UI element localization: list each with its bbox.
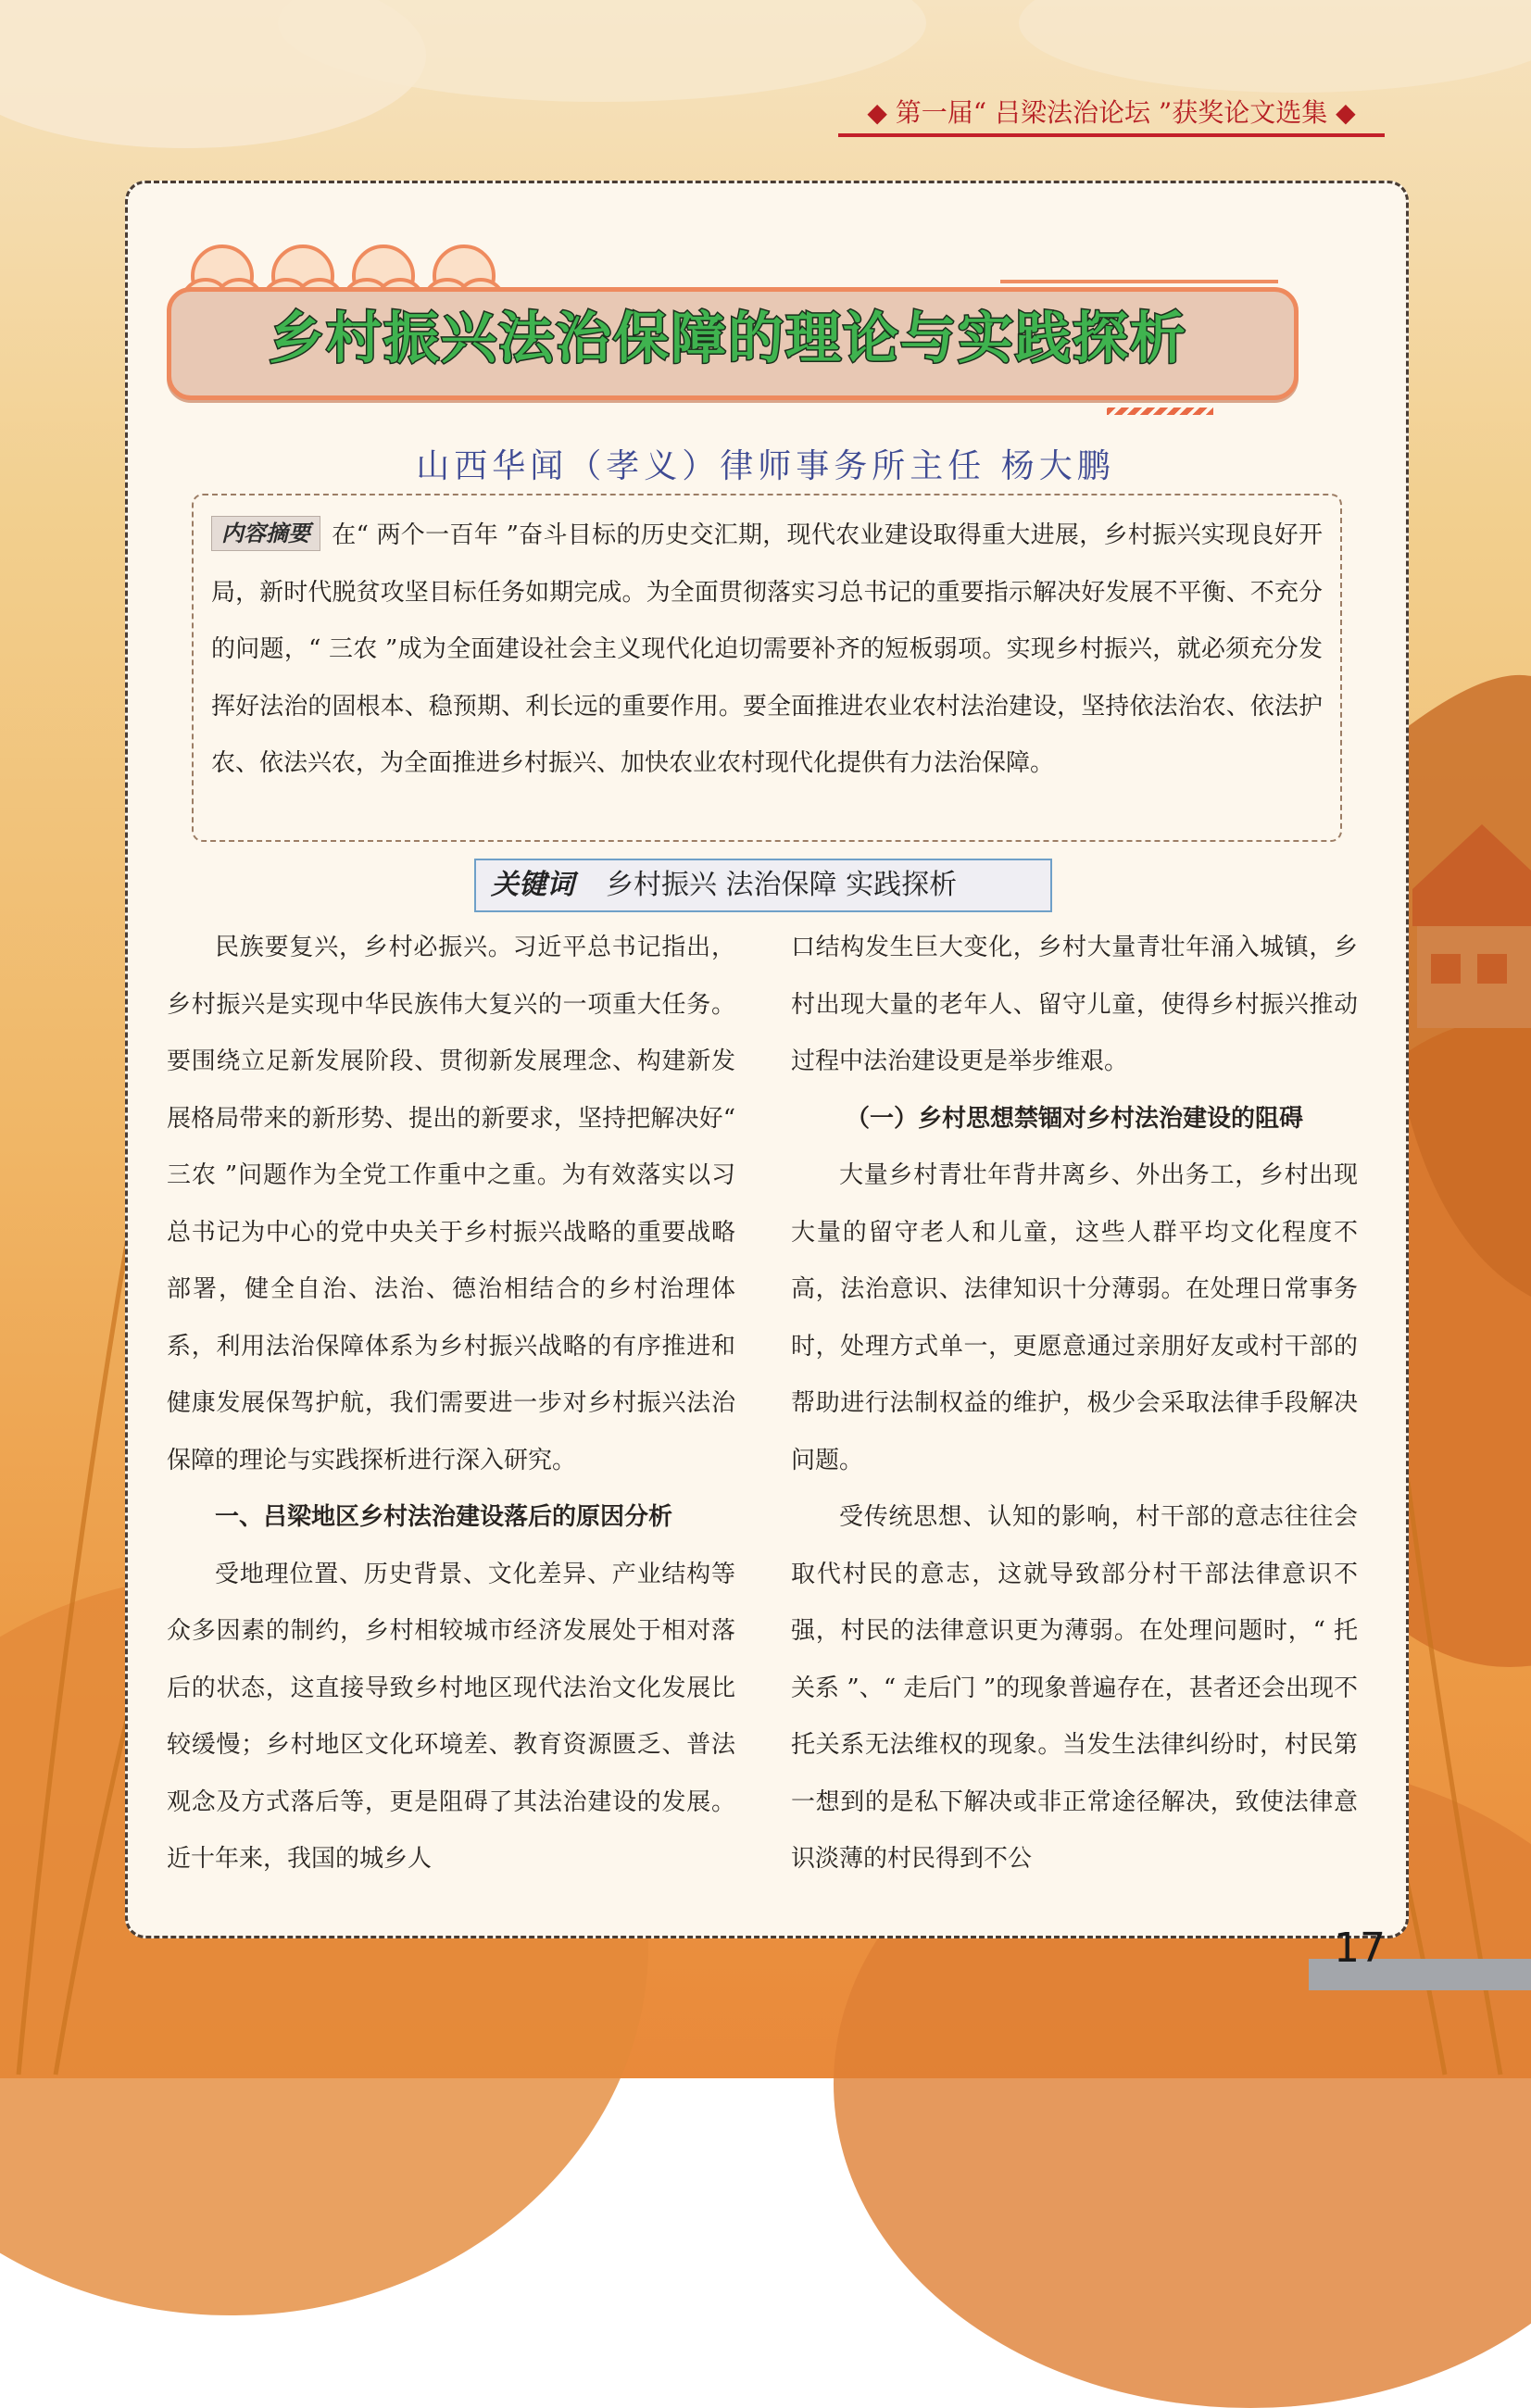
page-number: 17 xyxy=(1334,1925,1386,1972)
body-column-right xyxy=(791,920,1358,1888)
section-heading: 一、吕梁地区乡村法治建设落后的原因分析 xyxy=(215,1503,673,1531)
paragraph: 受地理位置、历史背景、文化差异、产业结构等众多因素的制约，乡村相较城市经济发展处于相对落后的状态，这直接导致乡村地区现代法治文化发展比较缓慢；乡村地区文化环境差、教育资源匮乏、普法观念及方式落后等，更是阻碍了其法治建设的发展。近十年来，我国的城乡人 xyxy=(167,1560,735,1873)
keywords-text: 乡村振兴 法治保障 实践探析 xyxy=(606,869,958,901)
paragraph: 口结构发生巨大变化，乡村大量青壮年涌入城镇，乡村出现大量的老年人、留守儿童，使得乡村振兴推动过程中法治建设更是举步维艰。 xyxy=(791,934,1358,1075)
title-stripe-decoration xyxy=(1107,408,1213,415)
series-header xyxy=(838,94,1385,132)
paragraph: 受传统思想、认知的影响，村干部的意志往往会取代村民的意志，这就导致部分村干部法律意识不强，村民的法律意识更为薄弱。在处理问题时，“ 托关系 ”、“ 走后门 ”的现象普遍存在，甚者还会出现不托关系无法维权的现象。当发生法律纠纷时，村民第一想到的是私下解决或非正常途径解决，致使法律意识淡薄的村民得到不公 xyxy=(791,1503,1358,1873)
subsection-heading: （一）乡村思想禁锢对乡村法治建设的阻碍 xyxy=(845,1104,1303,1133)
paragraph: 民族要复兴，乡村必振兴。习近平总书记指出，乡村振兴是实现中华民族伟大复兴的一项重大任务。要围绕立足新发展阶段、贯彻新发展理念、构建新发展格局带来的新形势、提出的新要求，坚持把解决好“ 三农 ”问题作为全党工作重中之重。为有效落实以习总书记为中心的党中央关于乡村振兴战略的重要战略部署，健全自治、法治、德治相结合的乡村治理体系，利用法治保障体系为乡村振兴战略的有序推进和健康发展保驾护航，我们需要进一步对乡村振兴法治保障的理论与实践探析进行深入研究。 xyxy=(167,934,735,1474)
abstract-label: 内容摘要 xyxy=(211,516,320,551)
series-title: ◆ 第一届“ 吕梁法治论坛 ”获奖论文选集 ◆ xyxy=(867,97,1356,128)
author-byline: 山西华闻（孝义）律师事务所主任 杨大鹏 xyxy=(416,447,1115,485)
paragraph: 大量乡村青壮年背井离乡、外出务工，乡村出现大量的留守老人和儿童，这些人群平均文化程度不高，法治意识、法律知识十分薄弱。在处理日常事务时，处理方式单一，更愿意通过亲朋好友或村干部的帮助进行法制权益的维护，极少会采取法律手段解决问题。 xyxy=(791,1161,1358,1474)
title-accent-line xyxy=(1000,280,1278,283)
keywords-label: 关键词 xyxy=(491,869,574,901)
keywords-bar xyxy=(474,859,1052,912)
article-title: 乡村振兴法治保障的理论与实践探析 xyxy=(269,307,1187,371)
abstract xyxy=(211,508,1323,793)
abstract-text: 在“ 两个一百年 ”奋斗目标的历史交汇期，现代农业建设取得重大进展，乡村振兴实现良好开局，新时代脱贫攻坚目标任务如期完成。为全面贯彻落实习总书记的重要指示解决好发展不平衡、不充分的问题，“ 三农 ”成为全面建设社会主义现代化迫切需要补齐的短板弱项。实现乡村振兴，就必须充分发挥好法治的固根本、稳预期、利长远的重要作用。要全面推进农业农村法治建设，坚持依法治农、依法护农、依法兴农，为全面推进乡村振兴、加快农业农村现代化提供有力法治保障。 xyxy=(211,521,1323,777)
body-column-left xyxy=(167,920,735,1888)
header-rule xyxy=(838,133,1385,137)
